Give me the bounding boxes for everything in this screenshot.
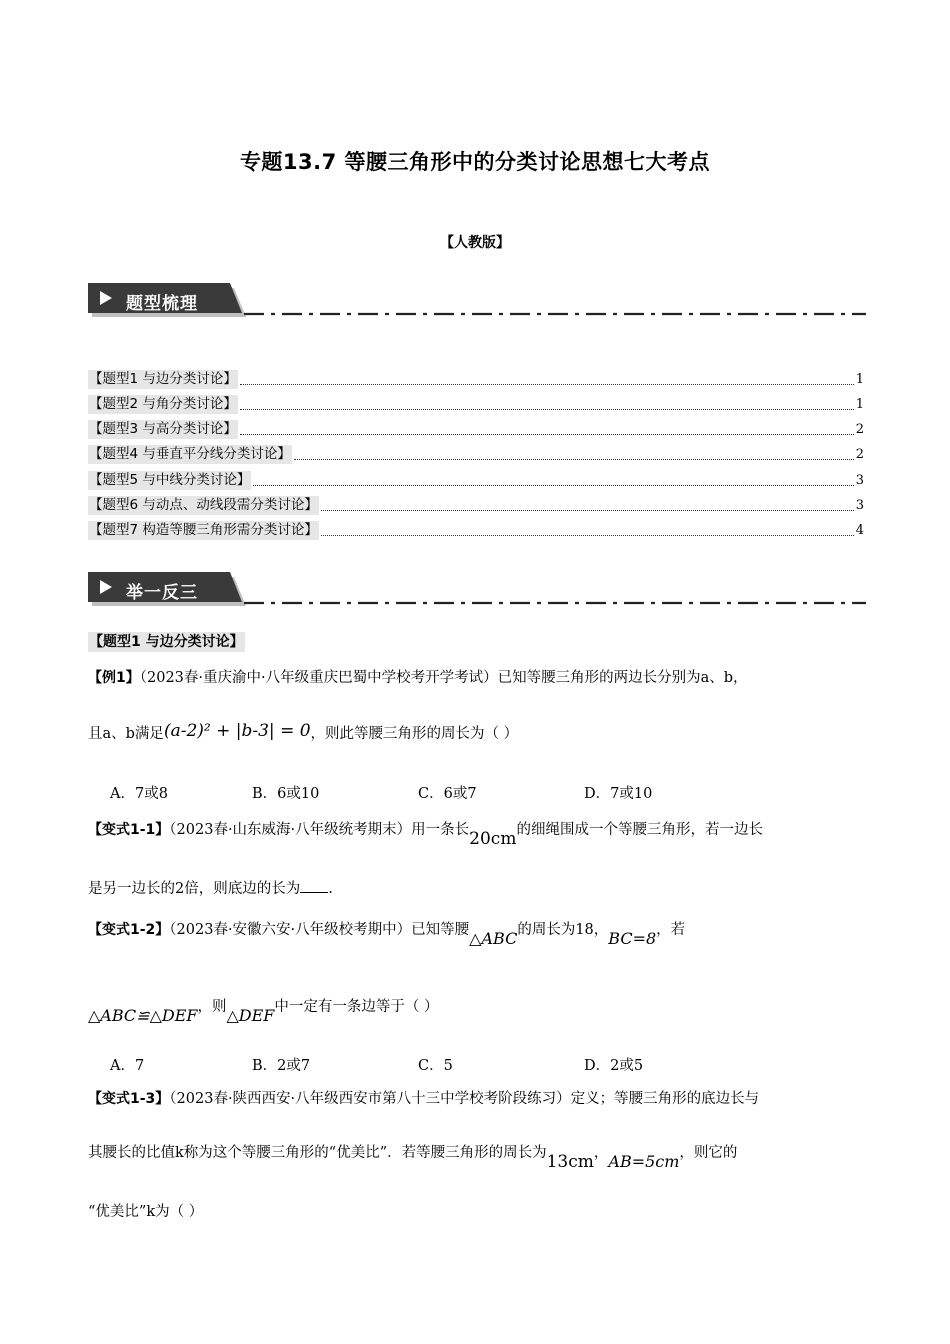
toc-item-2[interactable] xyxy=(88,394,864,414)
variant-text: （2023春·陕西西安·八年级西安市第八十三中学校考阶段练习）定义；等腰三角形的底边长与 xyxy=(169,1091,760,1107)
toc-item-label: 【题型5 与中线分类讨论】 xyxy=(89,472,251,488)
formula: △DEF xyxy=(226,1006,275,1025)
toc-leader-dots xyxy=(240,408,854,410)
formula: BC=8 xyxy=(608,929,657,948)
variant-text: ，则它的 xyxy=(679,1145,738,1161)
toc-item-1[interactable] xyxy=(88,369,864,389)
variant-tag: 【变式1-1】 xyxy=(88,822,170,838)
variant-text: . xyxy=(328,881,333,897)
variant-text: （2023春·安徽六安·八年级校考期中）已知等腰 xyxy=(169,922,470,938)
banner-toc xyxy=(88,283,866,323)
formula: 20cm xyxy=(469,829,517,849)
variant-text: 中一定有一条边等于（ ） xyxy=(274,999,439,1015)
toc-page-number: 2 xyxy=(855,422,864,437)
toc-item-label: 【题型4 与垂直平分线分类讨论】 xyxy=(89,446,291,462)
toc-item-4[interactable] xyxy=(88,444,864,464)
variant-tag: 【变式1-2】 xyxy=(88,922,170,938)
banner-dash-rule xyxy=(244,600,866,606)
example-tag: 【例1】 xyxy=(88,670,140,686)
banner-dash-rule xyxy=(244,311,866,317)
option-b[interactable]: B．2或7 xyxy=(252,1058,311,1074)
toc-item-6[interactable] xyxy=(88,495,864,515)
toc-leader-dots xyxy=(294,458,854,460)
toc-item-7[interactable] xyxy=(88,520,864,540)
edition-label: 【人教版】 xyxy=(440,235,510,251)
variant-1-3-line-1 xyxy=(88,1088,868,1110)
toc-page-number: 3 xyxy=(855,473,864,488)
example-text: （2023春·重庆渝中·八年级重庆巴蜀中学校考开学考试）已知等腰三角形的两边长分别为a、b， xyxy=(139,670,748,686)
option-d[interactable]: D．2或5 xyxy=(584,1058,644,1074)
example-text: 且a、b满足 xyxy=(88,726,164,742)
formula: AB=5cm xyxy=(608,1152,680,1171)
variant-text: ， xyxy=(593,1145,609,1161)
example-1-line-2 xyxy=(88,722,868,745)
variant-text: 是另一边长的2倍，则底边的长为 xyxy=(88,881,301,897)
variant-text: 的细绳围成一个等腰三角形，若一边长 xyxy=(516,822,763,838)
option-d[interactable]: D．7或10 xyxy=(584,786,653,802)
toc-page-number: 4 xyxy=(855,523,864,538)
variant-1-1-line-2 xyxy=(88,878,868,900)
section-heading: 【题型1 与边分类讨论】 xyxy=(89,634,244,650)
formula: △ABC≌△DEF xyxy=(88,1006,198,1025)
toc-item-3[interactable] xyxy=(88,419,864,439)
formula: (a-2)² + |b-3| = 0 xyxy=(163,721,311,741)
formula: 13cm xyxy=(546,1152,594,1172)
toc-page-number: 1 xyxy=(855,372,864,387)
variant-text: ，若 xyxy=(656,922,686,938)
option-a[interactable]: A．7或8 xyxy=(110,786,168,802)
banner-practice xyxy=(88,572,866,612)
variant-1-3-line-3: “优美比”k为（ ） xyxy=(88,1204,204,1220)
variant-text: 其腰长的比值k称为这个等腰三角形的“优美比”．若等腰三角形的周长为 xyxy=(88,1145,547,1161)
variant-text: 的周长为18， xyxy=(517,922,609,938)
toc-item-label: 【题型3 与高分类讨论】 xyxy=(89,421,237,437)
example-1-line-1 xyxy=(88,667,868,689)
toc-page-number: 3 xyxy=(855,498,864,513)
option-c[interactable]: C．5 xyxy=(418,1058,453,1074)
toc-page-number: 2 xyxy=(855,447,864,462)
toc-leader-dots xyxy=(240,383,854,385)
variant-text: （2023春·山东威海·八年级统考期末）用一条长 xyxy=(169,822,470,838)
formula: △ABC xyxy=(469,929,518,948)
toc-leader-dots xyxy=(321,509,854,511)
page-title: 专题13.7 等腰三角形中的分类讨论思想七大考点 xyxy=(239,150,711,174)
toc-leader-dots xyxy=(240,433,854,435)
toc-item-5[interactable] xyxy=(88,470,864,490)
variant-1-2-line-1 xyxy=(88,918,868,948)
toc-leader-dots xyxy=(253,484,853,486)
toc-page-number: 1 xyxy=(855,397,864,412)
example-text: ，则此等腰三角形的周长为（ ） xyxy=(310,726,519,742)
toc-item-label: 【题型6 与动点、动线段需分类讨论】 xyxy=(89,497,318,513)
option-c[interactable]: C．6或7 xyxy=(418,786,477,802)
variant-tag: 【变式1-3】 xyxy=(88,1091,170,1107)
answer-blank[interactable] xyxy=(300,878,328,893)
toc-leader-dots xyxy=(321,534,854,536)
option-b[interactable]: B．6或10 xyxy=(252,786,320,802)
variant-1-2-line-2 xyxy=(88,995,868,1025)
variant-text: ，则 xyxy=(197,999,227,1015)
banner-practice-label: 举一反三 xyxy=(126,583,198,603)
variant-1-3-line-2 xyxy=(88,1141,868,1172)
toc-item-label: 【题型1 与边分类讨论】 xyxy=(89,371,237,387)
variant-1-1-line-1 xyxy=(88,818,868,849)
banner-toc-label: 题型梳理 xyxy=(126,294,198,314)
option-a[interactable]: A．7 xyxy=(110,1058,145,1074)
toc-item-label: 【题型2 与角分类讨论】 xyxy=(89,396,237,412)
toc-item-label: 【题型7 构造等腰三角形需分类讨论】 xyxy=(89,522,318,538)
